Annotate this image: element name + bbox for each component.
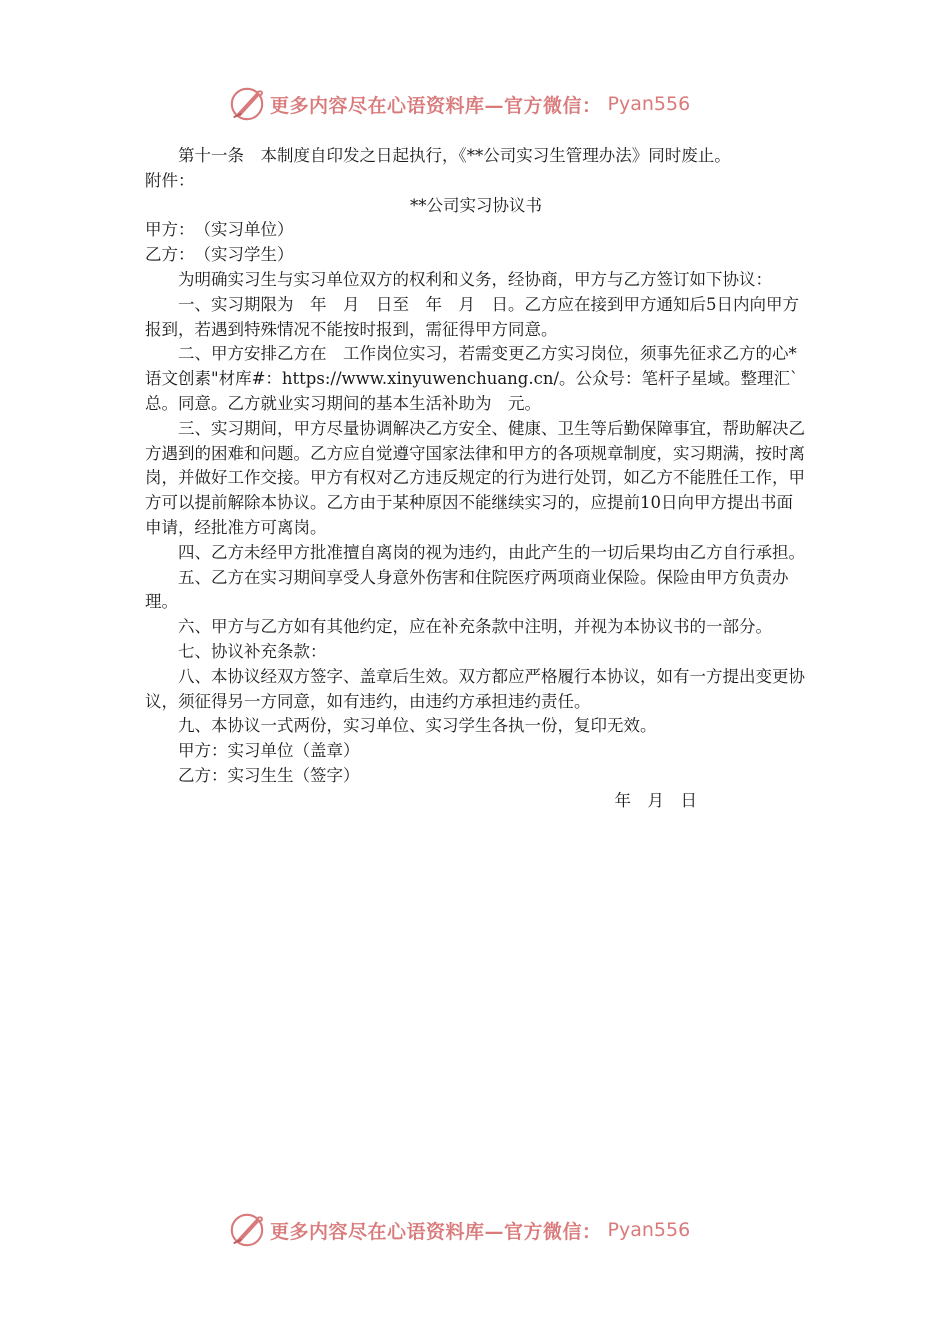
document-body (145, 144, 807, 814)
party-b-line: 乙方： （实习学生） (145, 245, 294, 265)
clause-3: 三、实习期间，甲方尽量协调解决乙方安全、健康、卫生等后勤保障事宜，帮助解决乙方遇到的困难和问题。乙方应自觉遵守国家法律和甲方的各项规章制度，实习期满，按时离岗，并做好工作交接。甲方有权对乙方违反规定的行为进行处罚，如乙方不能胜任工作，甲方可以提前解除本协议。乙方由于某种原因不能继续实习的，应提前10日向甲方提出书面申请，经批准方可离岗。 (145, 418, 805, 537)
clause-9: 九、本协议一式两份，实习单位、实习学生各执一份，复印无效。 (178, 716, 657, 736)
clause-5: 五、乙方在实习期间享受人身意外伤害和住院医疗两项商业保险。保险由甲方负责办理。 (145, 567, 789, 612)
signing-date: 年 月 日 (614, 790, 697, 810)
clause-1: 一、实习期限为 年 月 日至 年 月 日。乙方应在接到甲方通知后5日内向甲方报到，若遇到特殊情况不能按时报到，需征得甲方同意。 (145, 294, 799, 339)
clause-7: 七、协议补充条款： (178, 641, 327, 661)
preamble: 为明确实习生与实习单位双方的权利和义务，经协商，甲方与乙方签订如下协议： (178, 269, 772, 289)
header-banner (228, 84, 690, 124)
attachment-label: 附件： (145, 170, 195, 190)
banner-contact: Pyan556 (607, 1219, 691, 1241)
agreement-title: **公司实习协议书 (410, 195, 542, 215)
article-eleven: 第十一条 本制度自印发之日起执行，《**公司实习生管理办法》同时废止。 (178, 146, 731, 165)
clause-6: 六、甲方与乙方如有其他约定，应在补充条款中注明，并视为本协议书的一部分。 (178, 617, 772, 637)
banner-text: 更多内容尽在心语资料库—官方微信： (270, 1220, 602, 1243)
quill-pen-logo-icon (228, 1211, 266, 1249)
quill-pen-logo-icon (228, 85, 266, 123)
clause-4: 四、乙方未经甲方批准擅自离岗的视为违约，由此产生的一切后果均由乙方自行承担。 (178, 542, 805, 562)
banner-contact: Pyan556 (607, 93, 691, 115)
party-a-line: 甲方： （实习单位） (145, 220, 294, 240)
footer-banner (228, 1210, 690, 1250)
banner-text: 更多内容尽在心语资料库—官方微信： (270, 94, 602, 117)
party-a-signature: 甲方：实习单位（盖章） (178, 741, 360, 761)
clause-2: 二、甲方安排乙方在 工作岗位实习，若需变更乙方实习岗位，须事先征求乙方的心*语文创素"材库#：https://www.xinyuwenchuang.cn/。公众号：笔杆子星域。整理汇`总。同意。乙方就业实习期间的基本生活补助为 元。 (145, 344, 799, 413)
clause-8: 八、本协议经双方签字、盖章后生效。双方都应严格履行本协议，如有一方提出变更协议，须征得另一方同意，如有违约，由违约方承担违约责任。 (145, 666, 805, 711)
party-b-signature: 乙方：实习生生（签字） (178, 765, 360, 785)
